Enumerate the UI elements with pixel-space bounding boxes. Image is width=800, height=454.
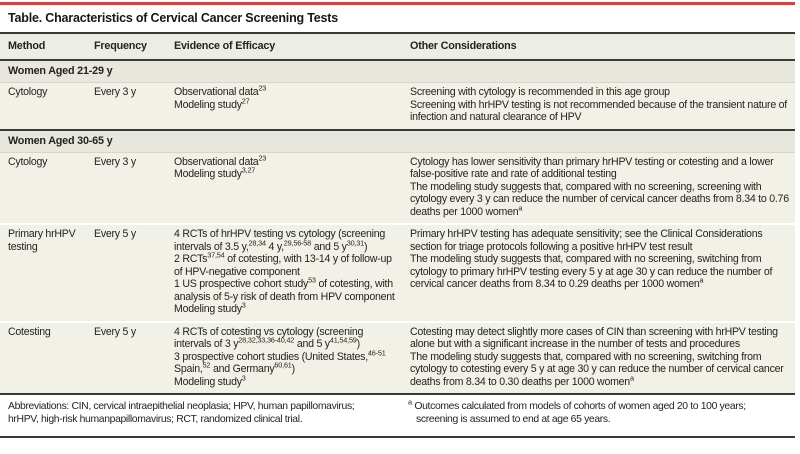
footnote-a-text: Outcomes calculated from models of cohorts of women aged 20 to 100 years; screening is assumed to end at age 65 years.	[411, 401, 746, 425]
reference-superscript: a	[699, 275, 704, 285]
consideration-item: Cotesting may detect slightly more cases of CIN than screening with hrHPV testing alone but with a significant increase in the number of tests and procedures	[410, 325, 778, 350]
method-cell: Cytology	[8, 155, 48, 168]
reference-superscript: 46-51	[367, 347, 386, 357]
evidence-item: 1 US prospective cohort study$^{53}$ of cotesting, with analysis of 5-y risk of death from HPV component	[174, 275, 395, 303]
evidence-cell	[166, 83, 402, 124]
reference-superscript: 30,31	[346, 237, 364, 247]
evidence-cell	[166, 228, 402, 316]
evidence-item: Modeling study$^{27}$	[174, 95, 250, 111]
section-header: Women Aged 30-65 y	[0, 129, 795, 153]
reference-superscript: 3	[241, 372, 246, 382]
considerations-cell	[402, 86, 795, 124]
table-header-row	[0, 34, 795, 61]
table-row	[0, 323, 795, 394]
frequency-cell: Every 5 y	[94, 228, 136, 240]
method-cell: Primary hrHPV testing	[8, 228, 76, 253]
evidence-item: Modeling study$^3$	[174, 300, 246, 315]
footnote-abbreviations: Abbreviations: CIN, cervical intraepithelial neoplasia; HPV, human papillomavirus; hrHPV, high-risk humanpapillomavirus; RCT, randomized clinical trial.	[8, 401, 355, 425]
consideration-item: Cytology has lower sensitivity than primary hrHPV testing or cotesting and a lower false-positive rate and rate of additional testing	[410, 155, 774, 180]
reference-superscript: 37,54	[207, 250, 225, 260]
evidence-item: 3 prospective cohort studies (United States,$^{46-51}$ Spain,$^{52}$ and Germany$^{60,61}$)	[174, 347, 386, 375]
evidence-item: 4 RCTs of cotesting vs cytology (screening intervals of 3 $y^{28,32,33,36-40,42}$ and 5 $y^{41,54,59}$)	[174, 325, 364, 350]
table-row	[0, 225, 795, 321]
reference-superscript: a	[629, 372, 634, 382]
consideration-item: The modeling study suggests that, compared with no screening, switching from cytology to cotesting every 5 y at age 30 y can reduce the number of cervical cancer deaths from 8.34 to 0.30 deaths per 1000 women$^a$	[410, 350, 784, 388]
table-row	[0, 153, 795, 224]
frequency-cell: Every 5 y	[94, 325, 136, 338]
evidence-cell	[166, 152, 402, 219]
consideration-item: Screening with hrHPV testing is not recommended because of the transient nature of infection and natural clearance of HPV	[410, 98, 787, 123]
col-header-other-considerations: Other Considerations	[410, 40, 517, 52]
evidence-item: 4 RCTs of hrHPV testing vs cytology (screening intervals of 3.5 y,$^{28,34}$ 4 y,$^{29,56-58}$ and 5 $y^{30,31}$)	[174, 228, 386, 253]
consideration-item: Screening with cytology is recommended in this age group	[410, 86, 670, 98]
reference-superscript: 23	[258, 83, 267, 93]
evidence-cell	[166, 326, 402, 389]
reference-superscript: 53	[308, 275, 316, 285]
considerations-cell	[402, 156, 795, 219]
reference-superscript: 28,32,33,36-40,42	[238, 335, 295, 345]
consideration-item: Primary hrHPV testing has adequate sensitivity; see the Clinical Considerations section for triage protocols following a positive hrHPV test result	[410, 228, 763, 253]
reference-superscript: 60,61	[274, 360, 292, 370]
frequency-cell: Every 3 y	[94, 155, 136, 168]
reference-superscript: a	[518, 202, 523, 212]
col-header-evidence: Evidence of Efficacy	[174, 40, 276, 52]
evidence-item: 2 RCTs$^{37,54}$ of cotesting, with 13-14 y of follow-up of HPV-negative component	[174, 250, 392, 278]
table-section	[0, 61, 795, 129]
considerations-cell	[402, 326, 795, 389]
consideration-item: The modeling study suggests that, compared with no screening, switching from cytology to primary hrHPV testing every 5 y at age 30 y can reduce the number of cervical cancer deaths from 8.34 to 0.29 deaths per 1000 women$^a$	[410, 253, 773, 290]
consideration-item: The modeling study suggests that, compared with no screening, screening with cytology every 3 y can reduce the number of cervical cancer deaths from 8.34 to 0.76 deaths per 1000 women$^a$	[410, 180, 789, 218]
reference-superscript: 3	[241, 300, 246, 310]
considerations-cell	[402, 228, 795, 316]
section-header: Women Aged 21-29 y	[0, 61, 795, 83]
table-section	[0, 129, 795, 394]
reference-superscript: 29,56-58	[283, 237, 312, 247]
reference-superscript: 28,34	[248, 237, 266, 247]
reference-superscript: 41,54,59	[329, 335, 357, 345]
footnote-a	[398, 397, 795, 426]
reference-superscript: 27	[241, 95, 250, 105]
col-header-frequency: Frequency	[94, 40, 147, 52]
evidence-item: Observational data$^{23}$	[174, 83, 267, 98]
table-row	[0, 83, 795, 129]
evidence-item: Observational data$^{23}$	[174, 152, 267, 168]
evidence-item: Modeling study$^3$	[174, 372, 246, 388]
screening-table	[0, 32, 795, 393]
accent-bar	[0, 2, 795, 5]
col-header-method: Method	[8, 40, 46, 52]
method-cell: Cytology	[8, 86, 48, 98]
reference-superscript: 23	[258, 152, 267, 162]
footnote-a-marker: a	[408, 397, 412, 407]
method-cell: Cotesting	[8, 325, 51, 338]
footnotes	[0, 393, 795, 438]
frequency-cell: Every 3 y	[94, 86, 136, 98]
reference-superscript: 52	[202, 360, 211, 370]
table-body	[0, 61, 795, 393]
table-title: Table. Characteristics of Cervical Cancer Screening Tests	[8, 11, 338, 25]
reference-superscript: 3,27	[241, 165, 256, 175]
evidence-item: Modeling study$^{3,27}$	[174, 165, 256, 180]
